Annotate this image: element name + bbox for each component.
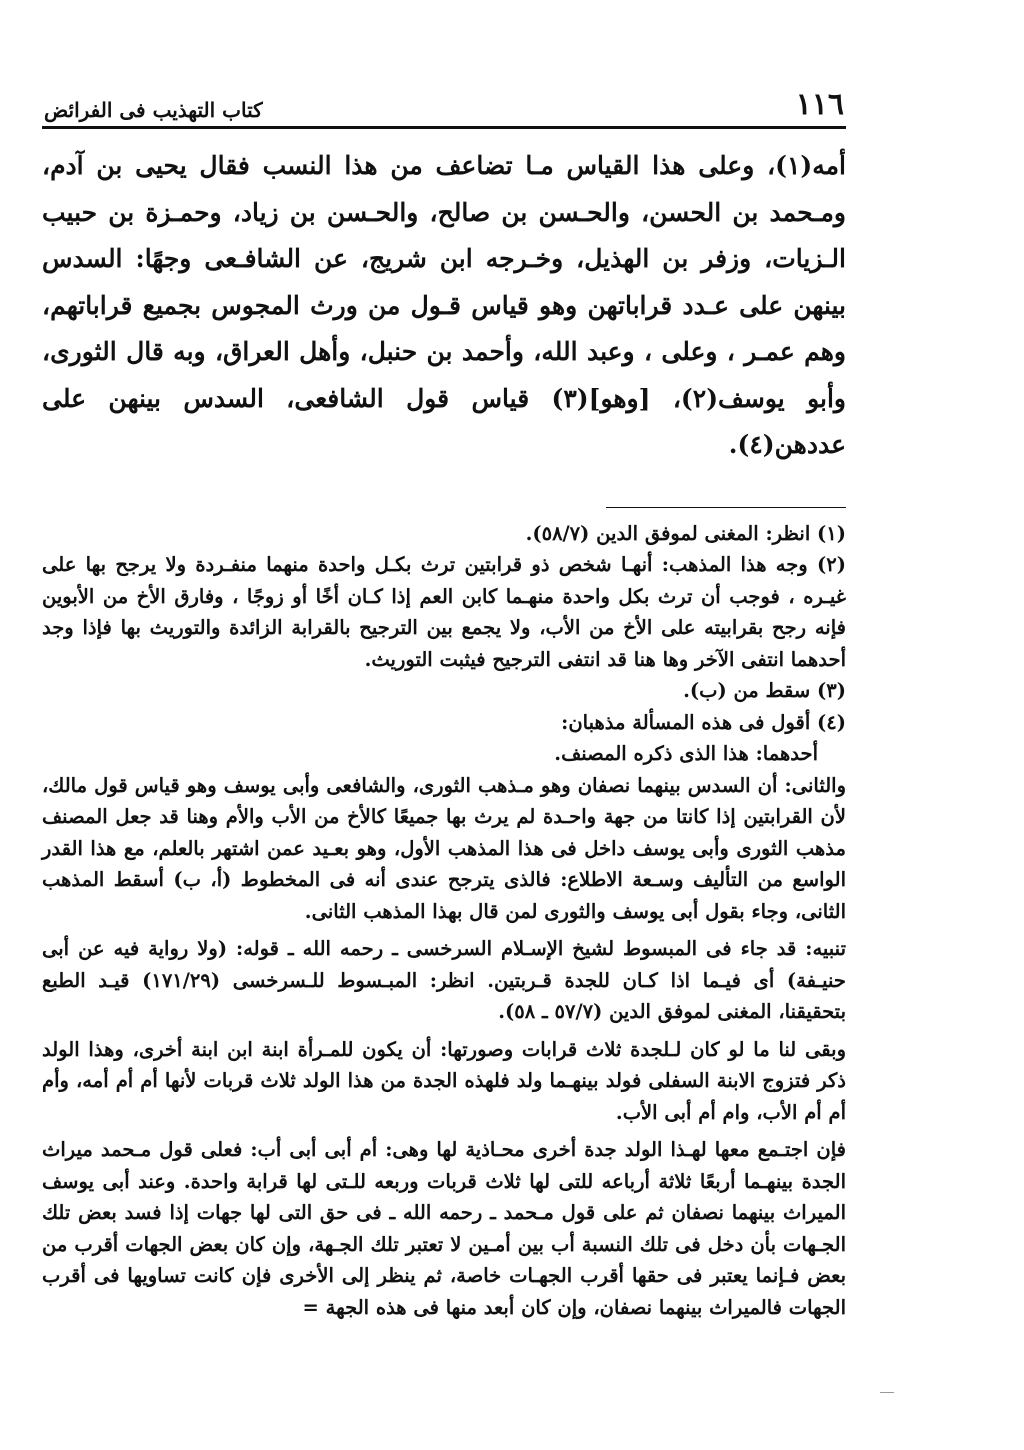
footnote-other-grandmother: فإن اجتـمع معها لهـذا الولد جدة أخرى محـاذية لها وهى: أم أبى أبى أب: فعلى قول مـحمد ميراث الجدة بينهـما أربعًا ثلاثة أرباعه للتى لها ثلاث قربات وربعه للـتى لها قرابة واحدة. وعند أبى يوسف الميراث بينهما نصفان ثم على قول مـحمد ـ رحمه الله ـ فى حق التى لها جهات إذا فسد بعض تلك الجـهات بأن دخل فى تلك النسبة أب بين أمـين لا تعتبر تلك الجـهة، وإن كان بعض الجهات أقرب من بعض فـإنما يعتبر فى حقها أقرب الجهـات خاصة، ثم ينظر إلى الأخرى فإن كانت تساويها فى أقرب الجهات فالميراث بينهما نصفان، وإن كان أبعد منها فى هذه الجهة =: [42, 1138, 846, 1319]
header-rule: [42, 126, 846, 129]
footnotes: [42, 518, 846, 1324]
margin-mark: [880, 1392, 894, 1393]
page-header: [42, 88, 846, 126]
footnote-1: (١) انظر: المغنى لموفق الدين (٥٨/٧).: [525, 521, 846, 545]
footnote-tanbih: تنبيه: قد جاء فى المبسوط لشيخ الإسـلام السرخسى ـ رحمه الله ـ قوله: (ولا رواية فيه عن أبى حنيـفة) أى فيـما اذا كـان للجدة قـربتين. انظر: المبـسوط للـسرخسى (١٧١/٢٩) قيـد الطبع بتحقيقنا، المغنى لموفق الدين (٥٧/٧ ـ ٥٨).: [42, 937, 846, 1023]
page-content: [42, 88, 846, 1323]
footnote-separator: [606, 507, 846, 508]
footnote-2: (٢) وجه هذا المذهب: أنهـا شخص ذو قرابتين ترث بكـل واحدة منهما منفـردة ولا يرجح بها على غيـره ، فوجب أن ترث بكل واحدة منهـما كابن العم إذا كـان أخًا أو زوجًا ، وفارق الأخ من الأبوين فإنه رجح بقرابيته على الأخ من الأب، ولا يجمع بين الترجيح بالقرابة الزائدة والتوريث بها فإذا وجد أحدهما انتفى الآخر وها هنا قد انتفى الترجيح فيثبت التوريث.: [42, 553, 846, 671]
footnote-4-second-view: والثانى: أن السدس بينهما نصفان وهو مـذهب الثورى، والشافعى وأبى يوسف وهو قياس قول مالك، لأن القرابتين إذا كانتا من جهة واحـدة لم يرث بها جميعًا كالأخ من الأب والأم وهنا قد جعل المصنف مذهب الثورى وأبى يوسف داخل فى هذا المذهب الأول، وهو بعـيد عمن اشتهر بالعلم، مع هذا القدر الواسع من التأليف وسـعة الاطلاع: فالذى يترجح عندى أنه فى المخطوط (أ، ب) أسقط المذهب الثانى، وجاء بقول أبى يوسف والثورى لمن قال بهذا المذهب الثانى.: [42, 773, 846, 923]
footnote-three-relations: وبقى لنا ما لو كان لـلجدة ثلاث قرابات وصورتها: أن يكون للمـرأة ابنة ابن ابنة أخرى، وهذا الولد ذكر فتزوج الابنة السفلى فولد بينهـما ولد فلهذه الجدة من هذا الولد ثلاث قربات لأنها أم أم أمه، وأم أم أم الأب، وام أم أبى الأب.: [42, 1037, 846, 1124]
footnote-3: (٣) سقط من (ب).: [683, 679, 846, 702]
page-number: ١١٦: [795, 87, 844, 122]
main-text: [42, 143, 846, 469]
running-title: كتاب التهذيب فى الفرائض: [44, 98, 263, 122]
main-paragraph: أمه(١)، وعلى هذا القياس مـا تضاعف من هذا النسب فقال يحيى بن آدم، ومـحمد بن الحسن، والحـسن بن صالح، والحـسن بن زياد، وحمـزة بن حبيب الـزيات، وزفر بن الهذيل، وخـرجه ابن شريج، عن الشافـعى وجهًا: السدس بينهن على عـدد قراباتهن وهو قياس قـول من ورث المجوس بجميع قراباتهم، وهم عمـر ، وعلى ، وعبد الله، وأحمد بن حنبل، وأهل العراق، وبه قال الثورى، وأبو يوسف(٢)، [وهو](٣) قياس قول الشافعى، السدس بينهن على عددهن(٤).: [42, 151, 846, 459]
footnote-4-first-view: أحدهما: هذا الذى ذكره المصنف.: [554, 742, 818, 765]
footnote-4-intro: (٤) أقول فى هذه المسألة مذهبان:: [561, 710, 846, 734]
